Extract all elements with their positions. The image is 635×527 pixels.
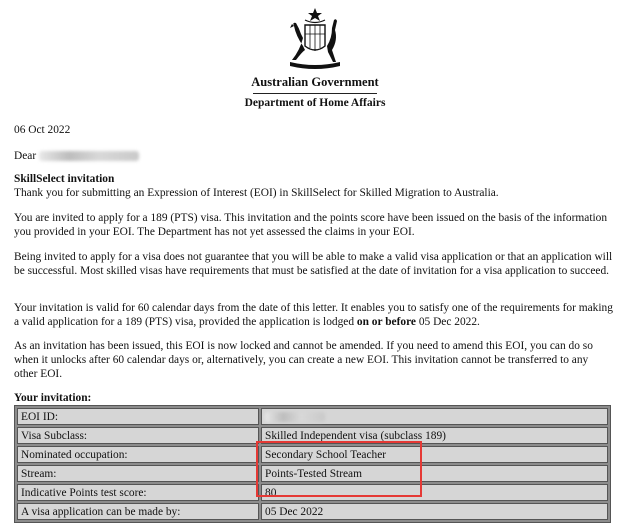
letterhead <box>240 6 390 109</box>
row-value: Skilled Independent visa (subclass 189) <box>261 427 608 444</box>
row-value: 05 Dec 2022 <box>261 503 608 520</box>
salutation-line <box>14 149 614 163</box>
paragraph-1: Thank you for submitting an Expression of Interest (EOI) in SkillSelect for Skilled Migration to Australia. <box>14 187 499 199</box>
paragraph-4 <box>14 301 614 329</box>
paragraph-4-emphasis: on or before <box>356 316 416 328</box>
row-value: Points-Tested Stream <box>261 465 608 482</box>
row-label: Visa Subclass: <box>17 427 259 444</box>
table-row <box>17 503 608 520</box>
row-label: Nominated occupation: <box>17 446 259 463</box>
redacted-eoi-id <box>265 412 325 422</box>
row-label: Indicative Points test score: <box>17 484 259 501</box>
paragraph-4-text: Your invitation is valid for 60 calendar days from the date of this letter. It enables you to satisfy one of the requirements for making a valid application for a 189 (PTS) visa, provided the application is lodged <box>14 302 613 328</box>
government-title: Australian Government <box>251 75 379 89</box>
paragraph-3: Being invited to apply for a visa does not guarantee that you will be able to make a valid visa application or that an application will be successful. Most skilled visas have requirements that must be satisfied at the date of invitation for a visa application to succeed. <box>14 251 613 277</box>
row-value: Secondary School Teacher <box>261 446 608 463</box>
row-value: 80 <box>261 484 608 501</box>
paragraph-4-deadline: 05 Dec 2022. <box>418 316 480 328</box>
salutation: Dear <box>14 150 37 162</box>
letterhead-rule <box>253 93 377 94</box>
paragraph-2: You are invited to apply for a 189 (PTS) visa. This invitation and the points score have been issued on the basis of the information you provided in your EOI. The Department has not yet assessed the claims in your EOI. <box>14 212 608 238</box>
row-label: EOI ID: <box>17 408 259 425</box>
letter-date: 06 Oct 2022 <box>14 124 71 136</box>
your-invitation-heading: Your invitation: <box>14 392 92 404</box>
table-row <box>17 408 608 425</box>
letter-subject: SkillSelect invitation <box>14 173 115 185</box>
row-label: A visa application can be made by: <box>17 503 259 520</box>
paragraph-5: As an invitation has been issued, this EOI is now locked and cannot be amended. If you need to amend this EOI, you can do so when it unlocks after 60 calendar days or, alternatively, you can create a new EOI. This invitation cannot be transferred to any other EOI. <box>14 340 593 380</box>
row-value <box>261 408 608 425</box>
department-name: Department of Home Affairs <box>244 97 386 109</box>
coat-of-arms-icon <box>272 6 358 72</box>
row-label: Stream: <box>17 465 259 482</box>
highlight-box <box>256 441 422 497</box>
redacted-name <box>39 151 139 161</box>
